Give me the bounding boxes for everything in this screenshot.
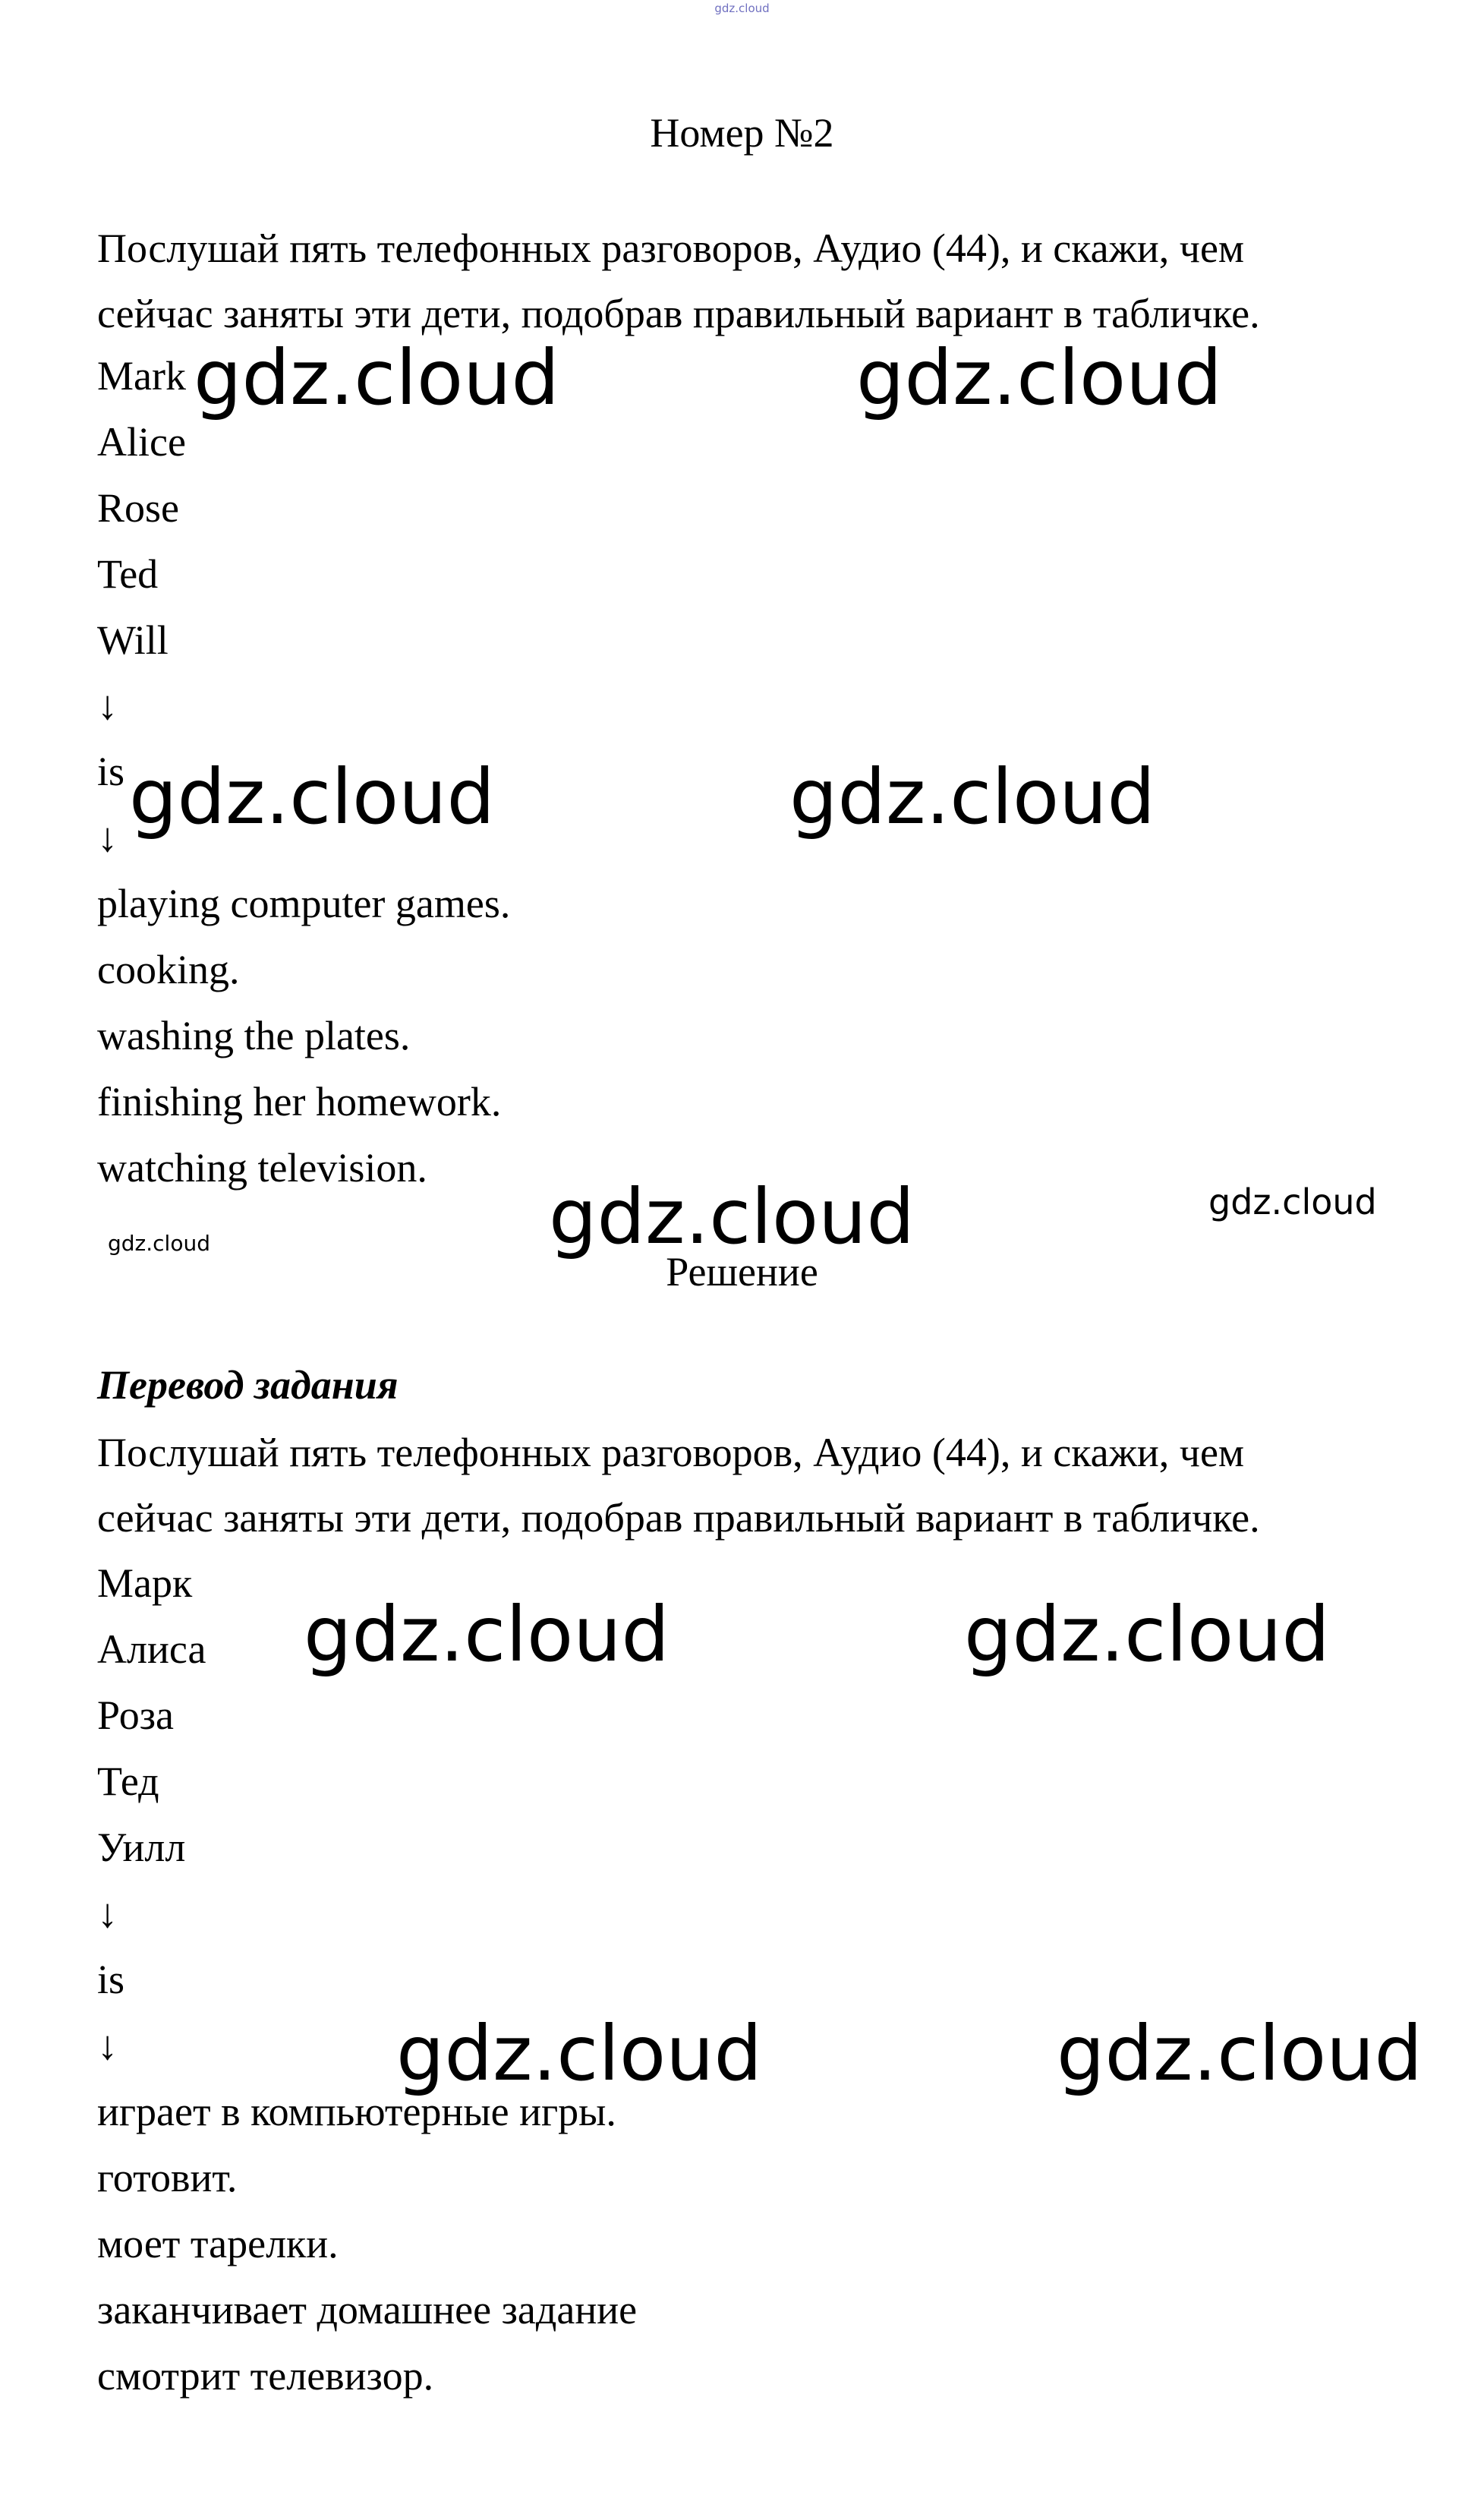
watermark: gdz.cloud <box>396 2009 763 2098</box>
top-watermark: gdz.cloud <box>714 2 770 15</box>
name-alice: Alice <box>97 419 186 465</box>
watermark: gdz.cloud <box>194 333 560 422</box>
watermark: gdz.cloud <box>964 1590 1331 1679</box>
activity-item-ru: заканчивает домашнее задание <box>97 2287 638 2332</box>
activity-item: watching television. <box>97 1145 427 1191</box>
name-ted-ru: Тед <box>97 1758 159 1804</box>
activity-item: playing computer games. <box>97 881 511 926</box>
name-alice-ru: Алиса <box>97 1626 206 1672</box>
name-will-ru: Уилл <box>97 1825 186 1870</box>
name-will: Will <box>97 617 169 663</box>
activity-item-ru: играет в компьютерные игры. <box>97 2089 616 2134</box>
activity-item-ru: готовит. <box>97 2155 238 2200</box>
activity-item: finishing her homework. <box>97 1079 502 1124</box>
watermark: gdz.cloud <box>129 752 496 841</box>
watermark: gdz.cloud <box>304 1590 670 1679</box>
watermark: gdz.cloud <box>856 333 1223 422</box>
activity-item-ru: смотрит телевизор. <box>97 2353 434 2399</box>
watermark: gdz.cloud <box>1208 1181 1377 1222</box>
activity-item: washing the plates. <box>97 1013 411 1058</box>
watermark: gdz.cloud <box>789 752 1156 841</box>
task-instruction <box>97 216 1433 346</box>
verb-is: is <box>97 1957 125 2002</box>
page-title: Номер №2 <box>650 110 834 156</box>
watermark: gdz.cloud <box>1057 2009 1423 2098</box>
activity-item: cooking. <box>97 947 240 992</box>
name-ted: Ted <box>97 551 159 597</box>
name-rose: Rose <box>97 485 179 531</box>
task-instruction-line: сейчас заняты эти дети, подобрав правильный вариант в табличке. <box>97 291 1260 336</box>
activity-item-ru: моет тарелки. <box>97 2221 339 2266</box>
watermark: gdz.cloud <box>549 1172 915 1261</box>
down-arrow-icon: ↓ <box>97 1891 118 1936</box>
name-mark-ru: Марк <box>97 1560 193 1606</box>
down-arrow-icon: ↓ <box>97 683 118 728</box>
translation-instruction-line: Послушай пять телефонных разговоров, Аудио (44), и скажи, чем <box>97 1430 1245 1475</box>
verb-is: is <box>97 749 125 794</box>
translation-instruction <box>97 1420 1433 1550</box>
task-instruction-line: Послушай пять телефонных разговоров, Аудио (44), и скажи, чем <box>97 226 1245 271</box>
name-rose-ru: Роза <box>97 1692 174 1738</box>
down-arrow-icon: ↓ <box>97 2023 118 2068</box>
solution-label: Решение <box>666 1249 818 1295</box>
translation-heading: Перевод задания <box>97 1362 399 1408</box>
watermark: gdz.cloud <box>108 1231 210 1256</box>
translation-instruction-line: сейчас заняты эти дети, подобрав правильный вариант в табличке. <box>97 1495 1260 1541</box>
down-arrow-icon: ↓ <box>97 815 118 860</box>
name-mark: Mark <box>97 353 186 399</box>
